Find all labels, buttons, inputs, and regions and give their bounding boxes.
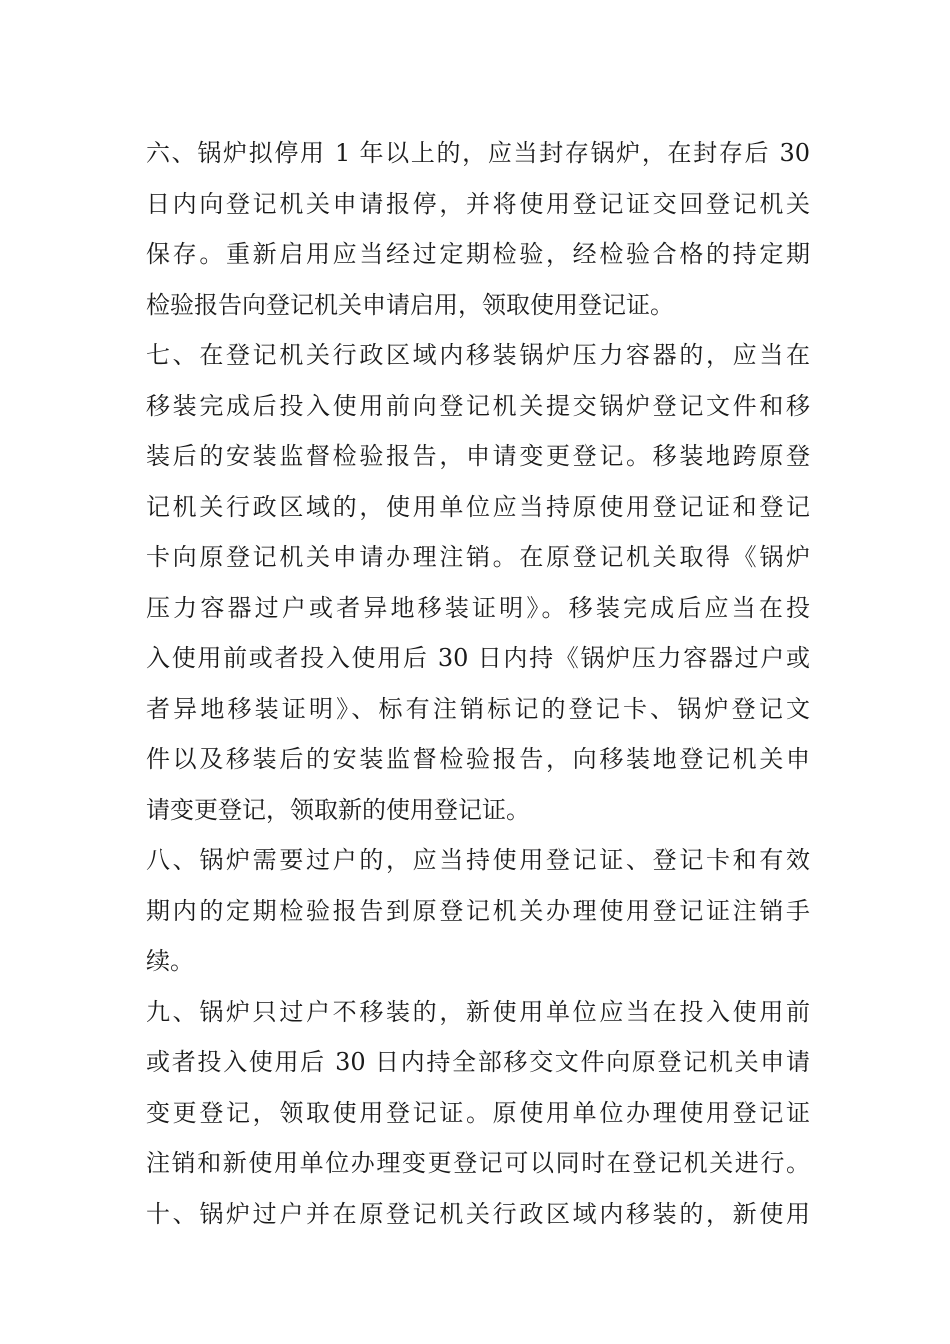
text-line: 件以及移装后的安装监督检验报告，向移装地登记机关申	[146, 745, 810, 773]
text-line: 请变更登记，领取新的使用登记证。	[146, 795, 530, 824]
paragraph-item-7	[146, 330, 810, 835]
paragraph-item-10	[146, 1189, 810, 1240]
text-line: 八、锅炉需要过户的，应当持使用登记证、登记卡和有效	[146, 846, 810, 874]
text-line: 保存。重新启用应当经过定期检验，经检验合格的持定期	[146, 240, 810, 268]
paragraph-item-6	[146, 128, 810, 330]
text-line: 日内向登记机关申请报停，并将使用登记证交回登记机关	[146, 189, 810, 218]
text-line: 期内的定期检验报告到原登记机关办理使用登记证注销手	[146, 896, 810, 925]
text-line: 者异地移装证明》、标有注销标记的登记卡、锅炉登记文	[146, 694, 810, 723]
text-line: 卡向原登记机关申请办理注销。在原登记机关取得《锅炉	[146, 543, 810, 571]
text-line: 或者投入使用后 30 日内持全部移交文件向原登记机关申请	[146, 1048, 810, 1076]
paragraph-item-9	[146, 987, 810, 1189]
text-line: 注销和新使用单位办理变更登记可以同时在登记机关进行。	[146, 1149, 810, 1177]
text-line: 入使用前或者投入使用后 30 日内持《锅炉压力容器过户或	[146, 644, 810, 672]
text-line: 十、锅炉过户并在原登记机关行政区域内移装的，新使用	[146, 1199, 810, 1228]
text-line: 检验报告向登记机关申请启用，领取使用登记证。	[146, 290, 674, 319]
document-body	[146, 128, 810, 1239]
text-line: 压力容器过户或者异地移装证明》。移装完成后应当在投	[146, 593, 810, 622]
text-line: 移装完成后投入使用前向登记机关提交锅炉登记文件和移	[146, 391, 810, 420]
text-line: 九、锅炉只过户不移装的，新使用单位应当在投入使用前	[146, 997, 810, 1026]
text-line: 七、在登记机关行政区域内移装锅炉压力容器的，应当在	[146, 341, 810, 369]
paragraph-item-8	[146, 835, 810, 987]
text-line: 变更登记，领取使用登记证。原使用单位办理使用登记证	[146, 1098, 810, 1127]
text-line: 记机关行政区域的，使用单位应当持原使用登记证和登记	[146, 492, 810, 521]
text-line: 续。	[146, 947, 194, 975]
text-line: 六、锅炉拟停用 1 年以上的，应当封存锅炉，在封存后 30	[146, 139, 810, 167]
text-line: 装后的安装监督检验报告，申请变更登记。移装地跨原登	[146, 442, 810, 470]
